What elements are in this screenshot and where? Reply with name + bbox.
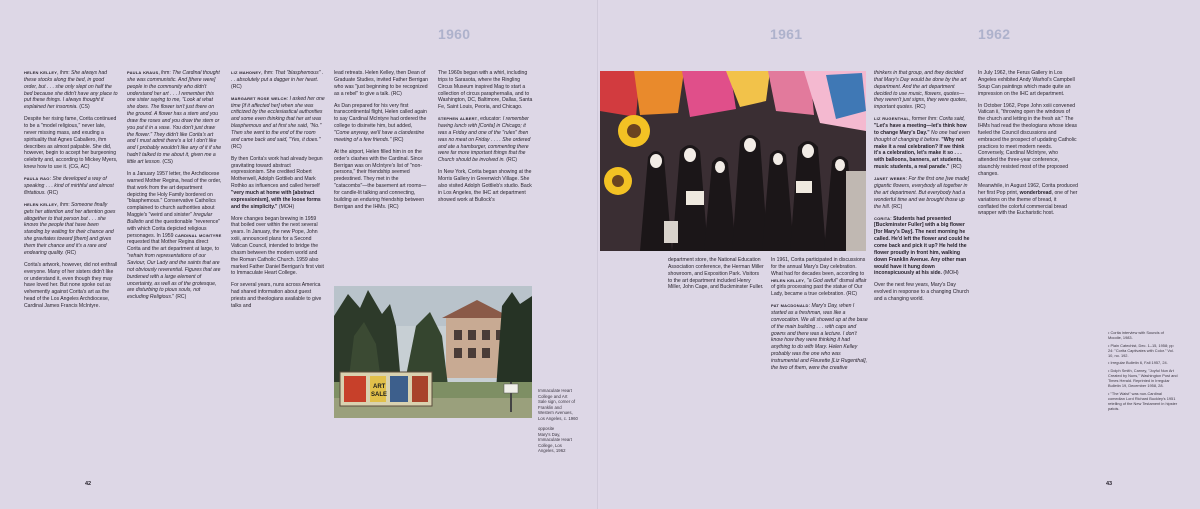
text-run: requested that Mother Regina direct Corita and the art department at large, to [127,239,220,253]
text-run: pat macdonald [771,303,809,310]
paragraph [24,116,118,171]
text-run: lead retreats. Helen Kelley, then Dean of Graduate Studies, invited Father Berrigan who was "just beginning to be recognized as a rebel" to give a talk. (RC) [334,70,428,97]
text-run: helen kelley [24,201,58,208]
paragraph [771,303,869,371]
year-heading-1962: 1962 [978,26,1011,42]
paragraph [231,70,325,91]
paragraph [978,70,1078,97]
paragraph [231,156,325,211]
text-line: Mary's Day, [538,431,561,437]
left-column-2 [127,70,222,470]
text-line: Franklin and [538,404,562,410]
text-line: College and Art [538,393,568,399]
paragraph [127,70,222,166]
text-run: Students had presented [Buckminster Fuller] with a big flower [for Mary's Day]. The next morning he called. He'd left the flower and could he come back and pick it up? He held the flower proudly in front him, walking down Franklin Avenue. Any other man would have it hung down inconspicuously at his side. [874,215,970,277]
photo-caption-college [538,388,596,422]
text-run: Despite her rising fame, Corita continued to be a "model religious," never late, never missing mass, and exuding a spirituality that Agnes Caballero, ihm describes as almost palpable. She did, however, begin to accept her burgeoning celebrity and, according to Mickey Myers, knew how to use it. (CG, AC) [24,116,118,171]
text-run: The Cardinal thought she was communistic. And [there were] people in the community who didn't understand her art . . . I remember this one sister saying to me, "Look at what she does. The flower isn't just there on the ground. A flower has a stem and you draw the roses and you draw the stem or you put it in a vase. You don't just draw the flower." They didn't like Corita's art and I must admit there's a lot I don't like and I probably wouldn't like any of it if she hadn't talked to me about it, given me a little art lesson. [127,70,222,165]
text-line: Sale sign, corner of [538,399,576,405]
text-run: In October 1962, Pope John xxiii convened Vatican ii, "throwing open the windows of the church and letting in the fresh air." The IHMs had read the theologians whose ideas fueled the Council discussions and embraced the prospect of updating Catholic practices to meet modern needs. Conversely, Cardinal McIntyre, who attended the three-year conference, staunchly resisted most of the proposed changes. [978,102,1078,177]
year-heading-1960: 1960 [438,26,471,42]
text-run: paula kraus [127,70,159,76]
right-column-4 [978,70,1078,350]
text-run: "a God awful" [807,277,838,284]
text-run: (CS) [77,104,90,111]
paragraph [874,70,972,111]
right-page [600,0,1200,509]
paragraph [438,116,534,164]
paragraph [24,70,118,111]
text-run: By then Corita's work had already begun gravitating toward abstract expressionism. She credited Robert Motherwell, Adolph Gottlieb and Mark Rothko as influences and called herself [231,155,323,190]
page-number-right: 43 [1106,481,1113,487]
text-run: : [49,176,53,183]
text-run: , ihm: [57,70,72,76]
text-run: , [804,277,807,284]
text-run: I asked her one time [if it affected her] when she was criticized by the ecclesiastical authorities and some even thinking that her art was blasphemous and at first she said, "No." Then she went to the end of the room and came back and said, "Yes, it does." [231,95,325,143]
text-line: Los Angeles, c. 1960 [538,415,578,421]
text-run: (RC) [391,136,404,143]
text-run: , former ihm: [909,116,940,123]
text-run: For the first one [we made] gigantic flowers, everybody all together in the art department. But everybody had a wonderful time and we brought those up the hill. [874,176,970,210]
text-run: (RC) [231,143,242,150]
text-run: , ihm: [57,201,72,208]
text-run: "Why not make it a real celebration? If we think it's a celebration, let's make it so . . . with balloons, banners, art students, music students, a real parade." [874,136,965,171]
year-heading-1961: 1961 [770,26,803,42]
text-line: opposite [538,426,555,431]
text-run: "very much at home with [abstract expressionism], with the loose forms and the simplicity." [231,189,321,210]
text-run: cardinal mcintyre [174,232,222,239]
text-run: (RC) [890,203,903,210]
paragraph [978,183,1078,217]
text-run: department store, the National Education Association conference, the Herman Miller showroom, and Exposition Park. Visitors to the art department included Henry Miller, John Cage, and Buckminster Fuller. [668,257,764,291]
text-run: : [890,215,894,222]
text-run: In a January 1957 letter, the Archdiocese warned Mother Regina, head of the order, that work from the art department depicting the Holy Family bordered on "blasphemous." Conservative Catholics complained to church authorities about Maggie's "weird and sinister" [127,171,222,219]
text-line: • Plain Catechist, Dec. 1–15, 1958; pp 24: "Corita Captivates with Color." Vol. 10, no. 192. [1108,342,1174,358]
paragraph [438,169,534,203]
text-line: • Corita interview with Sounds of Moodie, 1983. [1108,330,1164,341]
text-run: (RC) [63,249,77,256]
paragraph [874,216,972,278]
right-column-2 [771,257,869,457]
text-run: helen kelley [771,277,805,284]
sign-text-sale: SALE [371,392,388,398]
text-line: • "The Waist" was nun-Cardinal comedian Lord Richard Buckley's 1951 retelling of the New Testament in hipster patois. [1108,390,1178,411]
text-run: janet weber [874,176,906,183]
page-number-left: 42 [85,481,92,487]
text-run: (RC) [949,164,962,171]
text-run: , one of her variations on the theme of bread, it conflated the colorful commercial bread wrapper with the Eucharistic host. [978,189,1078,217]
text-run: In 1961, Corita participated in discussions for the annual Mary's Day celebration. What had for decades been, according to [771,257,866,277]
text-run: margaret rose welch [231,95,287,102]
text-run: (RC) [913,104,926,111]
paragraph [24,176,118,197]
paragraph [334,103,428,144]
text-run: Over the next few years, Mary's Day evolved in response to a changing Church and a changing world. [874,282,970,303]
paragraph [668,257,764,291]
text-run: and the questionable "reverence" with which Corita depicted religious personages. In 1959 [127,218,221,239]
text-run: liz mahoney [231,70,262,76]
college-art-sale-photo [334,286,532,418]
text-run: "Let's have a meeting—let's think how to change Mary's Day." [874,123,967,136]
text-run: Irregular Bulletin [127,212,213,225]
text-run: Mary's Day, when I started as a freshman, was like a convocation. We all showed up at the base of the main building . . . with caps and gowns and there was a lecture. I don't know how they were thinking it had anything to do with Mary. Helen Kelley probably was the one who was instrumental and Fleurette [Liz Rugenthal], the two of them, were the creative [771,303,868,371]
paragraph [231,216,325,278]
text-run: In New York, Corita began showing at the Morris Gallery in Greenwich Village. She also visited Adolph Gottlieb's studio. Back in Los Angeles, the IHC art department showed work at Bullock's [438,169,532,203]
paragraph [334,70,428,97]
marys-day-parade-photo [600,71,866,251]
text-run: In July 1962, the Ferus Gallery in Los Angeles exhibited Andy Warhol's Campbell Soup Can paintings which made quite an impression on the IHC art department. [978,70,1075,97]
text-line: Angeles, 1962 [538,448,566,454]
text-run: (MOH) [277,203,295,210]
text-run: (RC) [504,157,517,164]
paragraph [24,202,118,257]
text-run: wonderbread [1019,189,1052,196]
text-run: More changes began brewing in 1959 that boiled over within the next several years. In January, the new Pope, John xxiii, announced plans for a Second Vatican Council, intended to bridge the chasm between the modern world and the Roman Catholic Church. 1959 also marked Father Daniel Berrigan's first visit to Immaculate Heart College. [231,215,324,277]
text-run: Someone finally gets her attention and her attention goes altogether to that person but . . . she knows the people that have been standing by waiting for their chance and she gravitates toward [them] and gives them their chance and it's a rare and endearing quality. [24,201,116,256]
paragraph [231,282,325,309]
text-run: At the airport, Helen filled him in on the order's clashes with the Cardinal. Since Berrigan was on McIntyre's list of "non-persons," their friendship seemed predestined. They met in the "catacombs"—the basement art rooms—for candle-lit talking and connecting, building an enduring friendship between Berrigan and the IHMs. (RC) [334,148,427,210]
left-column-3 [231,70,325,470]
paragraph [874,282,972,303]
text-run: (RC) [45,189,58,196]
text-line: College, Los [538,442,562,448]
right-column-1 [668,257,764,327]
paragraph [874,176,972,210]
paragraph [874,116,972,171]
left-page [0,0,598,509]
text-run: That "blasphemous" . . . absolutely put a dagger in her heart. [231,70,324,83]
text-run: , ihm: [158,70,173,76]
text-run: dismal affair of girls processing past the statue of Our Lady, became a true celebration. (RC) [771,277,867,298]
text-run: (CS) [160,158,173,165]
paragraph [24,262,118,310]
text-run: : [905,176,909,183]
text-run: corita [874,215,891,222]
text-run: No one had even thought of changing it before. [874,129,970,143]
text-run: For several years, nuns across America had shared information about guest priests and theologians available to give talks and [231,282,322,309]
footnotes [1108,330,1178,413]
text-run: Meanwhile, in August 1962, Corita produced her first Pop print, [978,183,1078,196]
paragraph [231,96,325,151]
text-line: • Dolph Smith, Carney, "Joyful Nun Art Created by Nuns," Washington Post and Times Herald. Reprinted in Irregular Bulletin 19, December 1958, 28. [1108,367,1178,389]
text-line: Immaculate Heart [538,437,572,443]
paragraph [771,257,869,298]
text-run: : [286,95,290,102]
text-run: Corita said, [939,116,965,123]
text-line: • Irregular Bulletin 6, Fall 1957, 24. [1108,360,1168,366]
text-run: I remember having lunch with [Corita] in Chicago; it was a Friday and one of the "rules" then was no meat on Friday . . . . She ordered and ate a hamburger, commenting there were far more important things that the Church should be involved in. [438,116,531,164]
text-run: helen kelley [24,70,58,76]
text-run: stephen albert [438,116,478,123]
text-run: thinkers in that group, and they decided that Mary's Day would be done by the art department. And the art department decided to use music, flowers, quotes—they weren't just signs, they were quotes, important quotes. [874,70,967,111]
text-run: , educator: [477,116,503,123]
text-run: She always had these stocks along the bed, in good order, but . . . she only slept on half the bed because she didn't have any place to put these things. I always thought it explained her insomnia. [24,70,118,111]
text-run: She developed a way of speaking . . . kind of mirthful and almost flirtatious. [24,176,114,196]
sign-text-art: ART [373,384,386,390]
text-run: liz rugenthal [874,116,910,123]
text-run: (RC) [231,83,242,90]
left-column-5 [438,70,534,285]
text-run: paula rao [24,176,50,183]
text-run: Corita's artwork, however, did not enthrall everyone. Many of her sisters didn't like or understand it, even though they may have loved her. But none spoke out as vehemently against Corita's art as the head of the Los Angeles Archdiocese, Cardinal James Francis McIntyre. [24,261,118,309]
text-run: "refrain from representations of our Saviour, Our Lady and the saints that are not obviously reverential. Figures that are burdened with a large element of uncertainty, as well as of the grotesque, are disturbing to pious souls, not excluding Religious. [127,253,221,301]
paragraph [127,171,222,301]
text-run: " (RC) [172,294,187,301]
text-line: Western Avenues, [538,410,573,416]
text-run: , ihm: [261,70,275,76]
text-line: Immaculate Heart [538,388,572,393]
photo-caption-marys-day [538,426,596,454]
paragraph [438,70,534,111]
text-run: The 1960s began with a whirl, including trips to Sarasota, where the Ringling Circus Museum inspired Mag to start a collection of circus paraphernalia, and to Washington, DC, Baltimore, Dallas, Santa Fe, Saint Louis, Peoria, and Chicago. [438,70,533,111]
paragraph [978,103,1078,178]
paragraph [334,149,428,211]
text-run: As Dan prepared for his very first transcontinental flight, Helen called again to say Cardinal McIntyre had ordered the college to disinvite him, but added, [334,102,427,130]
left-column-1 [24,70,118,470]
text-run: : [808,303,812,310]
text-run: "Come anyway, we'll have a clandestine meeting of a few friends." [334,129,425,143]
left-column-4 [334,70,428,280]
right-column-3 [874,70,972,470]
text-run: (MOH) [941,270,959,277]
